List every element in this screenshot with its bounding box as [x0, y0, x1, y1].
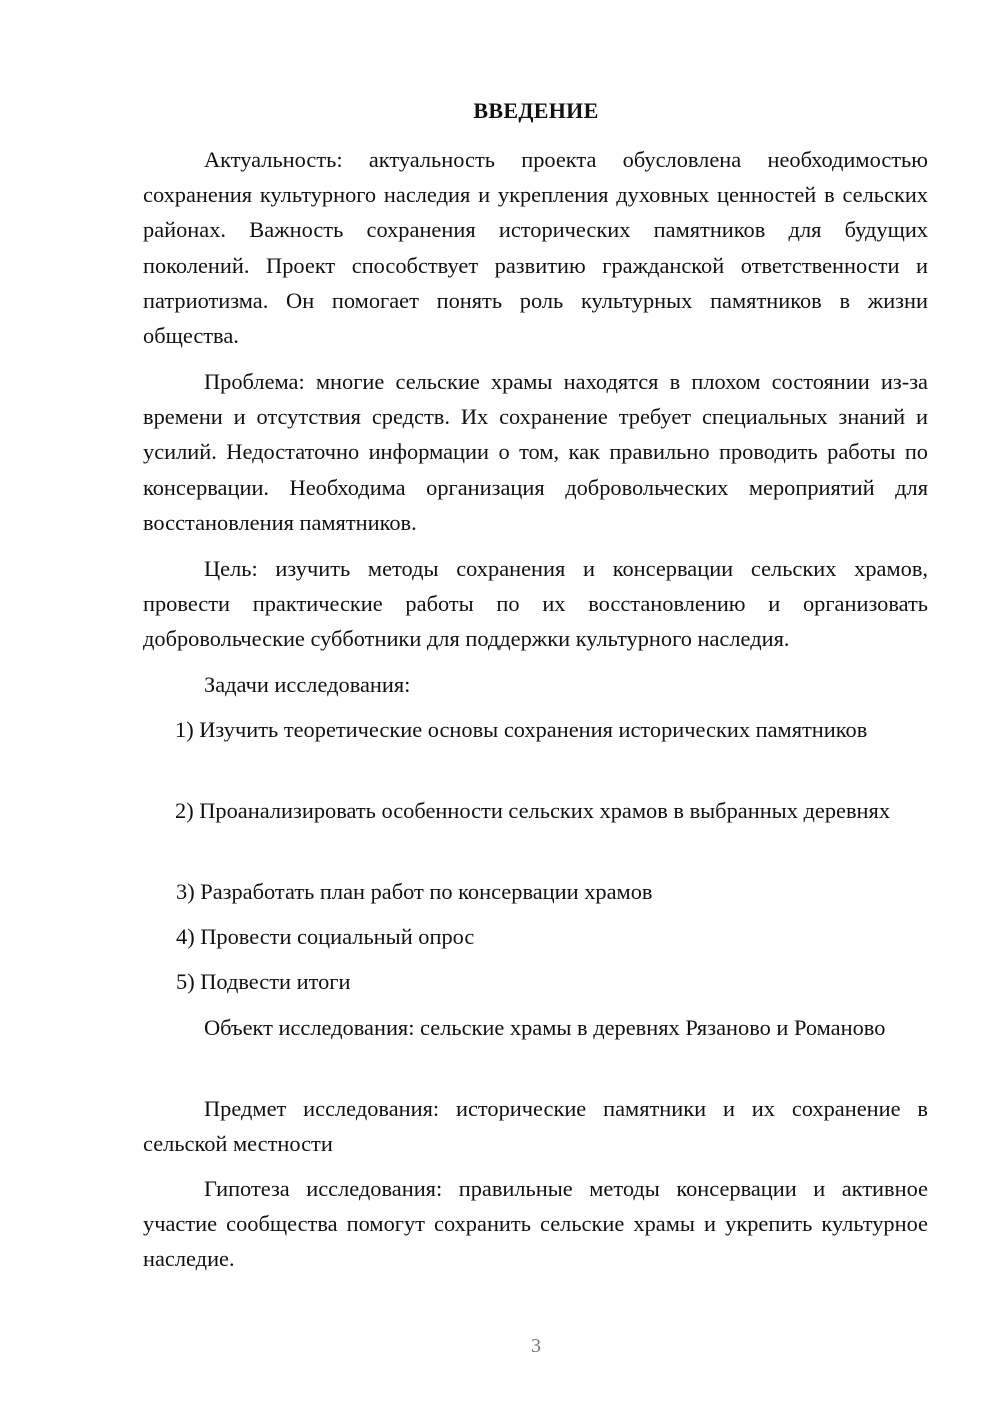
- paragraph-hypothesis: Гипотеза исследования: правильные методы консервации и активное участие сообщества помогут сохранить сельские храмы и укрепить культурное наследие.: [143, 1176, 928, 1272]
- page-number: 3: [531, 1335, 541, 1357]
- list-item-task-3: 3) Разработать план работ по консервации храмов: [176, 879, 653, 904]
- list-item-task-4: 4) Провести социальный опрос: [176, 924, 475, 949]
- page-title: ВВЕДЕНИЕ: [473, 98, 599, 123]
- paragraph-goal: Цель: изучить методы сохранения и консервации сельских храмов, провести практические работы по их восстановлению и организовать добровольческие субботники для поддержки культурного наследия.: [143, 556, 928, 652]
- paragraph-problem: Проблема: многие сельские храмы находятся в плохом состоянии из-за времени и отсутствия средств. Их сохранение требует специальных знаний и усилий. Недостаточно информации о том, как правильно проводить работы по консервации. Необходима организация добровольческих мероприятий для восстановления памятников.: [143, 369, 928, 535]
- list-item-task-2: 2) Проанализировать особенности сельских храмов в выбранных деревнях: [175, 798, 891, 823]
- paragraph-subject: Предмет исследования: исторические памятники и их сохранение в сельской местности: [143, 1096, 928, 1157]
- tasks-heading: Задачи исследования:: [204, 672, 411, 697]
- paragraph-relevance: Актуальность: актуальность проекта обусловлена необходимостью сохранения культурного наследия и укрепления духовных ценностей в сельских районах. Важность сохранения исторических памятников для будущих поколений. Проект способствует развитию гражданской ответственности и патриотизма. Он помогает понять роль культурных памятников в жизни общества.: [143, 147, 928, 349]
- list-item-task-5: 5) Подвести итоги: [176, 969, 351, 994]
- list-item-task-1: 1) Изучить теоретические основы сохранения исторических памятников: [175, 717, 868, 742]
- paragraph-object: Объект исследования: сельские храмы в деревнях Рязаново и Романово: [204, 1015, 886, 1040]
